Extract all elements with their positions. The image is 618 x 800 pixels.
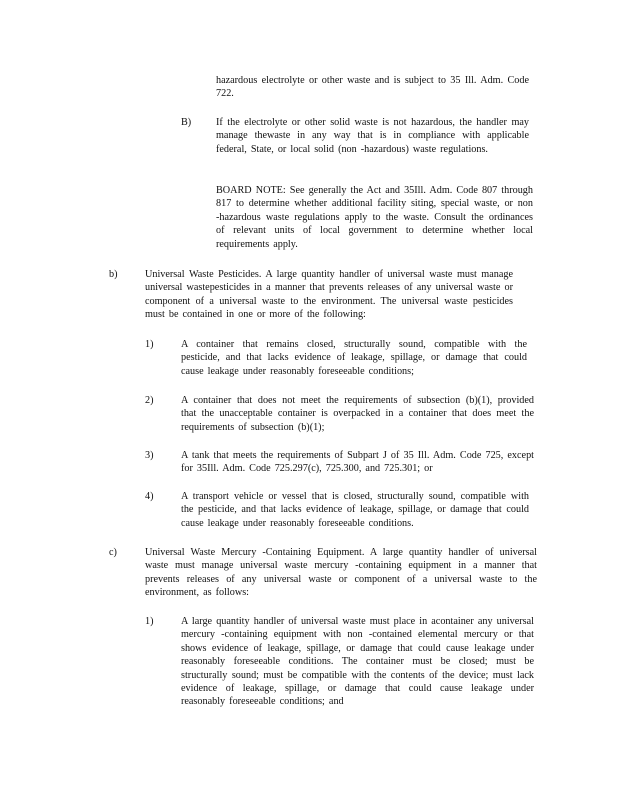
list-item-marker: 1): [145, 616, 154, 627]
item-B-text: If the electrolyte or other solid waste is not hazardous, the handler may manage thewaste in any way that is in compliance with applicable federal, State, or local solid (non -hazardous) waste regulations.: [216, 117, 529, 155]
list-item-marker: 2): [145, 395, 154, 406]
list-item: A container that does not meet the requirements of subsection (b)(1), provided that the unacceptable container is overpacked in a container that does meet the requirements of subsection (b)(1);: [181, 395, 534, 433]
list-item: A container that remains closed, structurally sound, compatible with the pesticide, and that lacks evidence of leakage, spillage, or damage that could cause leakage under reasonably foreseeable conditions;: [181, 339, 527, 377]
list-item-marker: 1): [145, 339, 154, 350]
list-item: A transport vehicle or vessel that is closed, structurally sound, compatible with the pesticide, and that lacks evidence of leakage, spillage, or damage that could cause leakage under reasonably foreseeable conditions.: [181, 491, 529, 529]
section-b-text: Universal Waste Pesticides. A large quantity handler of universal waste must manage universal wastepesticides in a manner that prevents releases of any universal waste or component of a universal waste to the environment. The universal waste pesticides must be contained in one or more of the following:: [145, 269, 513, 321]
list-item-marker: 3): [145, 450, 154, 461]
section-c-text: Universal Waste Mercury -Containing Equipment. A large quantity handler of universal waste must manage universal waste mercury -containing equipment in a manner that prevents releases of any universal waste or component of a universal waste to the environment, as follows:: [145, 547, 537, 599]
section-marker-c: c): [109, 547, 117, 558]
section-marker-b: b): [109, 269, 118, 280]
continued-paragraph: hazardous electrolyte or other waste and is subject to 35 Ill. Adm. Code 722.: [216, 75, 529, 100]
list-item: A tank that meets the requirements of Subpart J of 35 Ill. Adm. Code 725, except for 35Ill. Adm. Code 725.297(c), 725.300, and 725.301; or: [181, 450, 534, 475]
board-note: BOARD NOTE: See generally the Act and 35Ill. Adm. Code 807 through 817 to determine whether additional facility siting, special waste, or non -hazardous waste regulations apply to the waste. Consult the ordinances of relevant units of local government to determine whether local requirements apply.: [216, 185, 533, 250]
list-item-marker: 4): [145, 491, 154, 502]
list-item: A large quantity handler of universal waste must place in acontainer any universal mercury -containing equipment with non -contained elemental mercury or that shows evidence of leakage, spillage, or damage that could cause leakage under reasonably foreseeable conditions. The container must be closed; must be structurally sound; must be compatible with the contents of the device; must lack evidence of leakage, spillage, or damage that could cause leakage under reasonably foreseeable conditions; and: [181, 616, 534, 708]
item-marker-B: B): [181, 117, 192, 128]
